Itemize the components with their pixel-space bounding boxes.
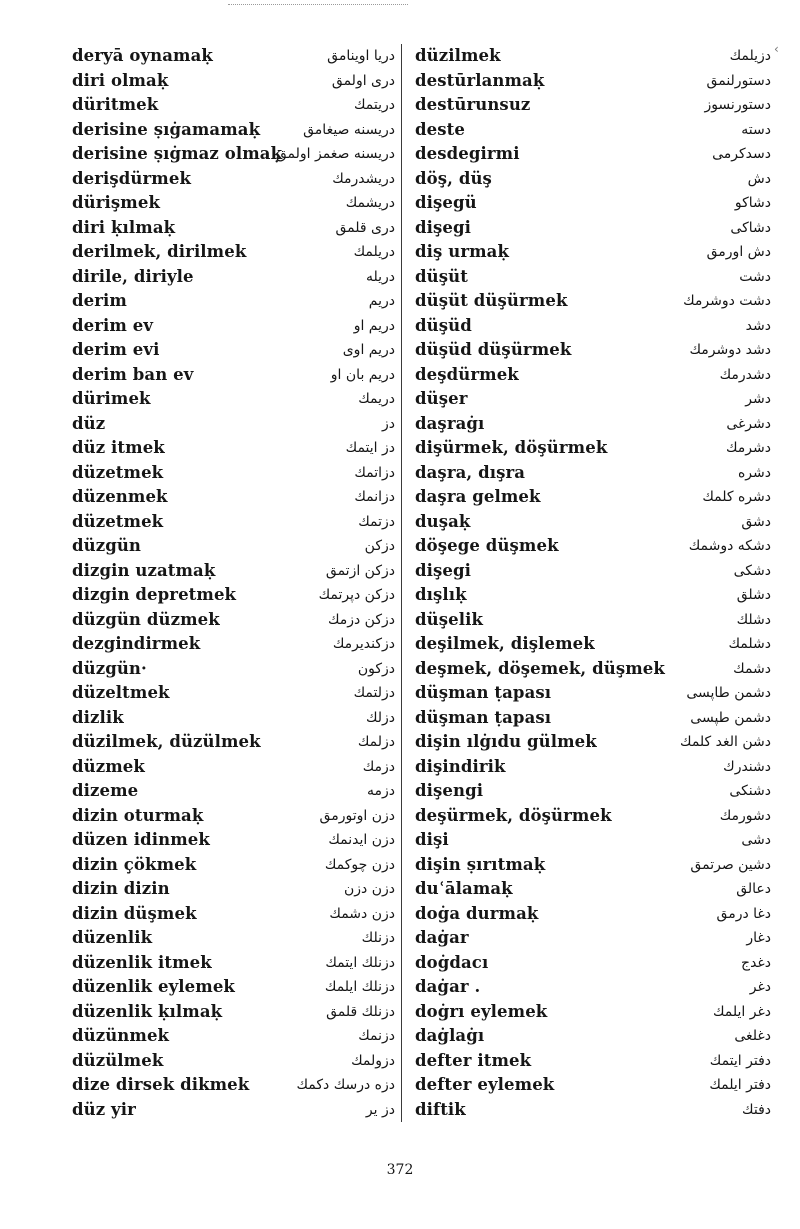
ottoman-script: دشاكو [734, 195, 771, 211]
transliteration: derim ban ev [72, 364, 194, 384]
transliteration: dizlik [72, 707, 124, 727]
dictionary-entry [70, 314, 397, 339]
transliteration: düzünmek [72, 1026, 170, 1045]
dictionary-entry [70, 510, 397, 535]
transliteration: dizgin uzatmaḳ [72, 560, 216, 580]
transliteration: dizgin depretmek [72, 585, 237, 604]
ottoman-script: دزكن ازتمق [325, 562, 395, 579]
dictionary-entry [413, 559, 773, 584]
dictionary-entry [413, 926, 773, 951]
transliteration: düzilmek, düzülmek [72, 732, 261, 751]
dictionary-entry [413, 510, 773, 535]
dictionary-entry [413, 853, 773, 878]
transliteration: defter eylemek [415, 1075, 555, 1094]
right-column [413, 44, 773, 1122]
transliteration: düzen idinmek [72, 830, 210, 849]
transliteration: düşüt [415, 266, 468, 286]
transliteration: deryā oynamaḳ [72, 46, 213, 65]
ottoman-script: دغر ایلمك [712, 1003, 771, 1020]
ottoman-script: دزنلك قلمق [326, 1003, 395, 1020]
transliteration: doġa durmaḳ [415, 903, 539, 923]
dictionary-entry [70, 730, 397, 755]
ottoman-script: دزن اوتورمق [319, 807, 395, 824]
transliteration: daşra gelmek [415, 487, 541, 506]
transliteration: düzgün düzmek [72, 609, 220, 629]
transliteration: deşmek, döşemek, düşmek [415, 658, 665, 678]
dictionary-entry [413, 436, 773, 461]
transliteration: dişegi [415, 560, 471, 580]
dictionary-entry [413, 216, 773, 241]
transliteration: dışlıḳ [415, 585, 467, 604]
transliteration: düzenlik eylemek [72, 977, 235, 996]
dictionary-entry [70, 755, 397, 780]
dictionary-entry [70, 828, 397, 853]
ottoman-script: دری قلمق [335, 219, 395, 236]
dictionary-entry [413, 485, 773, 510]
transliteration: düşelik [415, 609, 483, 629]
dictionary-entry [413, 877, 773, 902]
transliteration: düzmek [72, 756, 145, 776]
dictionary-entry [70, 779, 397, 804]
dictionary-entry [70, 975, 397, 1000]
transliteration: dizin düşmek [72, 903, 197, 923]
dictionary-entry [70, 485, 397, 510]
transliteration: dizin çökmek [72, 854, 197, 874]
dictionary-entry [70, 216, 397, 241]
ottoman-script: دزكن دپرتمك [318, 587, 395, 603]
ottoman-script: دشاكی [730, 219, 771, 236]
transliteration: düzenlik ḳılmaḳ [72, 1001, 223, 1021]
transliteration: dezgindirmek [72, 634, 201, 653]
dictionary-entry [413, 314, 773, 339]
dictionary-entry [70, 706, 397, 731]
ottoman-script: دفتر ایتمك [709, 1052, 771, 1069]
ottoman-script: دعالق [736, 881, 771, 897]
transliteration: diri olmaḳ [72, 70, 169, 90]
ottoman-script: دزلك [365, 709, 395, 726]
dictionary-entry [413, 387, 773, 412]
ottoman-script: دزتمك [358, 513, 395, 530]
ottoman-script: دز [382, 415, 395, 432]
ottoman-script: دشت دوشرمك [683, 293, 771, 309]
ottoman-script: دریشدرمك [332, 170, 395, 187]
transliteration: dişindirik [415, 756, 506, 776]
transliteration: düşüd düşürmek [415, 340, 572, 359]
transliteration: destūrunsuz [415, 95, 531, 114]
ottoman-script: دشدرمك [719, 366, 771, 383]
ottoman-script: دفتك [742, 1101, 771, 1118]
transliteration: diş urmaḳ [415, 242, 510, 261]
transliteration: dişegü [415, 193, 477, 212]
ottoman-script: دشنكی [729, 783, 771, 799]
dictionary-entry [413, 240, 773, 265]
ottoman-script: دستورنسوز [704, 97, 771, 113]
transliteration: dize dirsek dikmek [72, 1075, 250, 1094]
transliteration: dizin oturmaḳ [72, 805, 204, 825]
ottoman-script: دزن چوكمك [324, 856, 395, 873]
transliteration: derim ev [72, 315, 154, 335]
page-number: 372 [386, 1162, 414, 1178]
transliteration: desdegirmi [415, 144, 520, 163]
ottoman-script: دزنلك ایتمك [325, 954, 395, 971]
dictionary-entry [70, 93, 397, 118]
ottoman-script: دزكن [364, 538, 395, 554]
dictionary-entry [70, 1049, 397, 1074]
dictionary-entry [70, 363, 397, 388]
dictionary-entry [70, 191, 397, 216]
ottoman-script: دریم [368, 293, 395, 309]
transliteration: döşege düşmek [415, 536, 559, 555]
dictionary-entry [70, 69, 397, 94]
ottoman-script: دشی [741, 832, 771, 848]
ottoman-script: دغا درمق [716, 905, 771, 922]
ottoman-script: دزمه [367, 783, 395, 799]
transliteration: deşdürmek [415, 364, 519, 384]
dictionary-entry [413, 289, 773, 314]
ottoman-script: دزنلك [361, 930, 395, 946]
ottoman-script: دزكندیرمك [332, 636, 395, 652]
dictionary-entry [413, 1049, 773, 1074]
dictionary-entry [70, 608, 397, 633]
dictionary-entry [70, 387, 397, 412]
ottoman-script: دزاتمك [354, 464, 395, 481]
ottoman-script: دریشمك [345, 195, 395, 211]
ottoman-script: دزولمك [351, 1052, 395, 1069]
dictionary-entry [70, 1024, 397, 1049]
dictionary-entry [413, 1000, 773, 1025]
transliteration: diftik [415, 1099, 466, 1119]
dictionary-entry [413, 69, 773, 94]
dictionary-entry [413, 951, 773, 976]
transliteration: derim [72, 291, 127, 310]
ottoman-script: دشره كلمك [702, 489, 771, 505]
dictionary-entry [70, 534, 397, 559]
transliteration: deste [415, 119, 465, 139]
dictionary-entry [70, 951, 397, 976]
ottoman-script: دشلك [736, 611, 771, 628]
transliteration: düzgün [72, 536, 142, 555]
transliteration: dişi [415, 830, 449, 849]
ottoman-script: دریلمك [353, 244, 395, 260]
dictionary-entry [413, 755, 773, 780]
dictionary-entry [413, 1073, 773, 1098]
ottoman-script: دزیلمك [729, 48, 771, 64]
transliteration: düzeltmek [72, 683, 170, 702]
top-rule [228, 4, 408, 6]
dictionary-entry [413, 44, 773, 69]
dictionary-entry [70, 289, 397, 314]
ottoman-script: دزكن دزمك [327, 611, 395, 628]
ottoman-script: دغلغی [734, 1028, 771, 1044]
transliteration: düzenmek [72, 487, 168, 506]
dictionary-entry [70, 412, 397, 437]
dictionary-entry [70, 436, 397, 461]
dictionary-entry [413, 534, 773, 559]
transliteration: deşilmek, dişlemek [415, 634, 595, 653]
ottoman-script: دستورلنمق [706, 72, 771, 89]
transliteration: düşer [415, 389, 468, 408]
ottoman-script: دریتمك [353, 97, 395, 113]
dictionary-entry [70, 240, 397, 265]
dictionary-entry [413, 632, 773, 657]
dictionary-entry [413, 412, 773, 437]
ottoman-script: دریسنه صغمز اولمق [275, 146, 395, 162]
transliteration: defter itmek [415, 1050, 532, 1070]
transliteration: düşman ṭapası [415, 683, 552, 702]
dictionary-entry [70, 118, 397, 143]
margin-mark: ‹ [774, 42, 779, 56]
ottoman-script: دشورمك [719, 807, 771, 824]
transliteration: daşraġı [415, 413, 485, 433]
ottoman-script: دزن دشمك [329, 905, 395, 922]
transliteration: doġdacı [415, 952, 489, 972]
ottoman-script: دشت [739, 268, 771, 285]
dictionary-entry [413, 461, 773, 486]
transliteration: dizeme [72, 781, 139, 800]
ottoman-script: دغر [749, 979, 771, 995]
transliteration: dişürmek, döşürmek [415, 438, 608, 457]
dictionary-entry [413, 363, 773, 388]
dictionary-entry [413, 1098, 773, 1123]
dictionary-entry [413, 828, 773, 853]
dictionary-entry [70, 902, 397, 927]
ottoman-script: دزه درسك دكمك [296, 1077, 395, 1093]
transliteration: dişengi [415, 781, 484, 800]
dictionary-entry [413, 265, 773, 290]
dictionary-entry [70, 1098, 397, 1123]
dictionary-entry [70, 681, 397, 706]
ottoman-script: دزكون [357, 660, 395, 677]
transliteration: doġrı eylemek [415, 1001, 548, 1021]
ottoman-script: دشن الغد كلمك [680, 734, 771, 750]
ottoman-script: دغدج [741, 954, 771, 971]
ottoman-script: دسدكرمی [712, 146, 771, 162]
dictionary-entry [413, 706, 773, 731]
transliteration: daġar . [415, 977, 481, 996]
transliteration: derilmek, dirilmek [72, 242, 247, 261]
dictionary-entry [413, 142, 773, 167]
transliteration: düzülmek [72, 1050, 164, 1070]
transliteration: dürimek [72, 389, 151, 408]
ottoman-script: دشق [741, 513, 771, 530]
column-divider [401, 44, 402, 1122]
dictionary-entry [413, 804, 773, 829]
dictionary-entry [70, 926, 397, 951]
dictionary-entry [413, 975, 773, 1000]
transliteration: döş, düş [415, 168, 492, 188]
ottoman-script: دشر [745, 391, 771, 407]
transliteration: dizin dizin [72, 879, 170, 898]
ottoman-script: دشندرك [723, 758, 771, 775]
dictionary-entry [70, 657, 397, 682]
dictionary-entry [70, 44, 397, 69]
transliteration: düşman ṭapası [415, 707, 552, 727]
transliteration: duʿālamaḳ [415, 879, 513, 898]
ottoman-script: دزنلك ایلمك [324, 979, 395, 995]
ottoman-script: دشكه دوشمك [688, 538, 771, 554]
transliteration: derisine ṣıġmaz olmaḳ [72, 144, 283, 163]
transliteration: düşüd [415, 315, 472, 335]
dictionary-entry [70, 338, 397, 363]
transliteration: düritmek [72, 95, 159, 114]
left-column [70, 44, 397, 1122]
ottoman-script: دشرمك [726, 440, 771, 456]
ottoman-script: دزمك [362, 758, 395, 775]
dictionary-entry [413, 681, 773, 706]
ottoman-script: دزن دزن [343, 881, 395, 897]
ottoman-script: دشلق [736, 587, 771, 603]
dictionary-entry [413, 902, 773, 927]
ottoman-script: دشمن طپسی [690, 709, 771, 726]
transliteration: daşra, dışra [415, 462, 526, 482]
dictionary-entry [413, 730, 773, 755]
ottoman-script: دغار [746, 930, 771, 946]
dictionary-entry [413, 93, 773, 118]
dictionary-entry [70, 167, 397, 192]
dictionary-entry [70, 559, 397, 584]
ottoman-script: دشمن طاپسی [686, 685, 771, 701]
dictionary-entry [413, 583, 773, 608]
dictionary-entry [70, 1073, 397, 1098]
transliteration: derisine ṣıġamamaḳ [72, 119, 261, 139]
ottoman-script: دزانمك [354, 489, 395, 505]
ottoman-script: دفتر ایلمك [709, 1077, 771, 1093]
ottoman-script: دش اورمق [706, 244, 771, 260]
transliteration: daġlaġı [415, 1026, 485, 1045]
transliteration: daġar [415, 928, 469, 947]
dictionary-entry [413, 779, 773, 804]
ottoman-script: دریسنه صیغامق [303, 121, 395, 138]
ottoman-script: دشد [745, 317, 771, 334]
ottoman-script: دریم او [353, 317, 395, 334]
dictionary-entry [70, 853, 397, 878]
dictionary-entry [413, 338, 773, 363]
transliteration: düşüt düşürmek [415, 291, 568, 310]
ottoman-script: دشلمك [728, 636, 771, 652]
transliteration: dişegi [415, 217, 471, 237]
ottoman-script: دزن ایدنمك [328, 832, 395, 848]
transliteration: dirile, diriyle [72, 266, 194, 286]
ottoman-script: دسته [741, 121, 771, 138]
dictionary-entry [413, 118, 773, 143]
transliteration: dişin ılġıdu gülmek [415, 732, 597, 751]
dictionary-entry [70, 461, 397, 486]
ottoman-script: دز ایتمك [345, 440, 395, 456]
dictionary-entry [413, 167, 773, 192]
transliteration: düzilmek [415, 46, 501, 65]
transliteration: düz itmek [72, 438, 165, 457]
transliteration: derişdürmek [72, 168, 192, 188]
ottoman-script: دز یر [365, 1101, 395, 1118]
ottoman-script: دریله [365, 268, 395, 285]
transliteration: düzetmek [72, 511, 164, 531]
ottoman-script: دشین صرتمق [690, 856, 771, 873]
dictionary-entry [70, 1000, 397, 1025]
transliteration: deşürmek, döşürmek [415, 805, 612, 825]
transliteration: düzetmek [72, 462, 164, 482]
ottoman-script: دش [747, 170, 771, 187]
dictionary-entry [70, 632, 397, 657]
ottoman-script: دشكی [733, 562, 771, 579]
ottoman-script: دشد دوشرمك [689, 342, 771, 358]
transliteration: düz [72, 413, 106, 433]
dictionary-entry [70, 804, 397, 829]
dictionary-entry [413, 657, 773, 682]
ottoman-script: دزنمك [358, 1028, 395, 1044]
ottoman-script: دریا اویناﻣﻖ [327, 48, 395, 64]
dictionary-entry [70, 265, 397, 290]
dictionary-entry [70, 877, 397, 902]
ottoman-script: دشمك [733, 660, 771, 677]
ottoman-script: دشرغی [726, 415, 771, 432]
ottoman-script: دری اولمق [331, 72, 395, 89]
ottoman-script: دزلتمك [353, 685, 395, 701]
dictionary-entry [413, 1024, 773, 1049]
transliteration: düz yir [72, 1099, 136, 1119]
transliteration: dürişmek [72, 193, 160, 212]
transliteration: diri ḳılmaḳ [72, 217, 176, 237]
transliteration: destūrlanmaḳ [415, 70, 545, 90]
transliteration: düzgün· [72, 658, 147, 678]
ottoman-script: دریمك [358, 391, 395, 407]
dictionary-entry [70, 583, 397, 608]
dictionary-entry [70, 142, 397, 167]
transliteration: duşaḳ [415, 511, 471, 531]
transliteration: derim evi [72, 340, 160, 359]
ottoman-script: دزلمك [357, 734, 395, 750]
dictionary-entry [413, 191, 773, 216]
transliteration: dişin ṣırıtmaḳ [415, 854, 546, 874]
ottoman-script: دشره [737, 464, 771, 481]
ottoman-script: دریم اوی [342, 342, 395, 358]
transliteration: düzenlik itmek [72, 952, 212, 972]
ottoman-script: دریم بان او [330, 366, 395, 383]
dictionary-entry [413, 608, 773, 633]
transliteration: düzenlik [72, 928, 153, 947]
